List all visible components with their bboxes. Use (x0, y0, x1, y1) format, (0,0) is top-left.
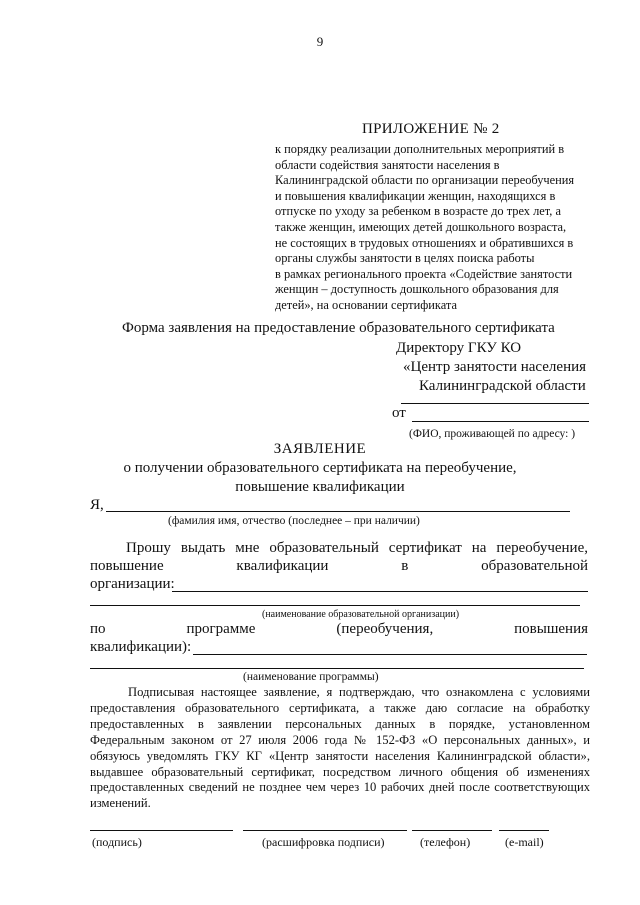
appendix-line: в рамках регионального проекта «Содействие занятости (275, 266, 573, 281)
organization-label: организации: (90, 576, 175, 592)
appendix-line: области содействия занятости населения в (275, 157, 500, 172)
request-word: программе (186, 621, 256, 637)
statement-subtitle: повышение квалификации (235, 479, 405, 495)
addressee-line: Калининградской области (419, 378, 586, 394)
request-word: повышения (514, 621, 588, 637)
request-word: образовательной (481, 558, 588, 574)
request-line (90, 558, 588, 575)
email-label: (e-mail) (505, 835, 544, 849)
appendix-line: детей», на основании сертификата (275, 297, 457, 312)
program-label: квалификации): (90, 639, 192, 655)
program-field-2[interactable] (90, 668, 584, 669)
from-field[interactable] (412, 421, 589, 422)
form-title: Форма заявления на предоставление образовательного сертификата (122, 320, 555, 336)
addressee-block (390, 339, 610, 396)
statement-subtitle: о получении образовательного сертификата на переобучение, (123, 460, 517, 476)
request-line (90, 621, 588, 638)
request-word: по (90, 621, 106, 637)
fio-hint: (ФИО, проживающей по адресу: ) (409, 428, 576, 440)
statement-title: ЗАЯВЛЕНИЕ (273, 441, 367, 457)
program-field[interactable] (193, 654, 587, 655)
email-field[interactable] (499, 830, 549, 831)
from-label: от (392, 405, 406, 421)
page-number: 9 (316, 34, 324, 49)
consent-paragraph: Подписывая настоящее заявление, я подтверждаю, что ознакомлена с условиями предоставления образовательного сертификата, а также даю согласие на обработку предоставленных в заявлении персональных данных в порядке, установленном Федеральным законом от 27 июля 2006 года № 152-ФЗ «О персональных данных», и обязуюсь уведомлять ГКУ КГ «Центр занятости населения Калининградской области», выдавшее образовательный сертификат, посредством личного общения об изменениях предоставленных сведений не позднее чем через 10 рабочих дней после соответствующих изменений. (90, 685, 590, 811)
appendix-description (275, 142, 595, 314)
decoding-label: (расшифровка подписи) (262, 835, 385, 849)
appendix-title: ПРИЛОЖЕНИЕ № 2 (362, 121, 500, 137)
request-word: квалификации (236, 558, 329, 574)
ya-label: Я, (90, 497, 104, 513)
phone-label: (телефон) (420, 835, 471, 849)
request-word: (переобучения, (336, 621, 434, 637)
appendix-line: женщин – доступность дошкольного образования для (275, 282, 559, 297)
name-field[interactable] (106, 511, 570, 512)
signature-field[interactable] (90, 830, 233, 831)
addressee-line: «Центр занятости населения (403, 359, 587, 375)
addressee-line: Директору ГКУ КО (396, 340, 522, 356)
appendix-line: и повышения квалификации женщин, находящихся в (275, 188, 556, 203)
name-hint: (фамилия имя, отчество (последнее – при наличии) (168, 515, 420, 527)
appendix-line: отпуске по уходу за ребенком в возрасте до трех лет, а (275, 204, 561, 219)
signature-label: (подпись) (92, 835, 142, 849)
addressee-blank-line[interactable] (401, 403, 589, 404)
request-line: Прошу выдать мне образовательный сертификат на переобучение, (126, 540, 588, 556)
program-hint: (наименование программы) (243, 671, 379, 683)
appendix-line: Калининградской области по организации переобучения (275, 173, 575, 188)
phone-field[interactable] (412, 830, 492, 831)
request-word: повышение (90, 558, 164, 574)
request-word: в (401, 558, 409, 574)
organization-hint: (наименование образовательной организации) (262, 609, 460, 620)
signature-decoding-field[interactable] (243, 830, 407, 831)
appendix-line: к порядку реализации дополнительных мероприятий в (275, 142, 565, 156)
appendix-line: не состоящих в трудовых отношениях и обратившихся в (275, 235, 574, 250)
organization-field-2[interactable] (90, 605, 580, 606)
organization-field[interactable] (172, 591, 588, 592)
appendix-line: также женщин, имеющих детей дошкольного возраста, (275, 219, 567, 234)
appendix-line: органы службы занятости в целях поиска работы (275, 251, 535, 266)
